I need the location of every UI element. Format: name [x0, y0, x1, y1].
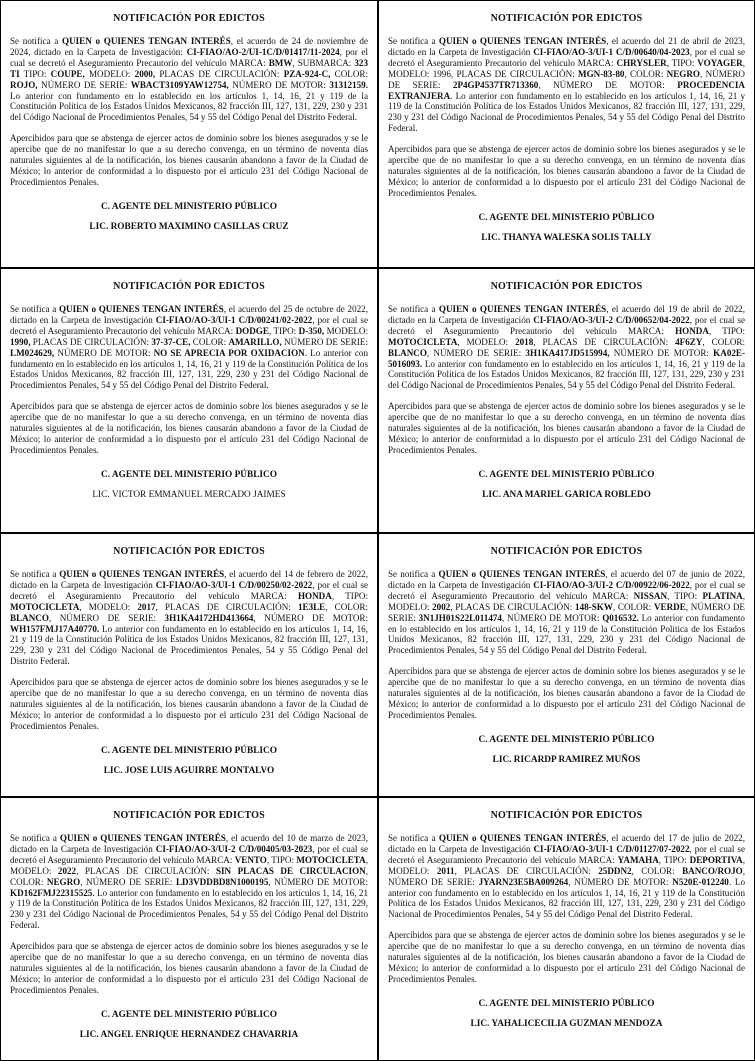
emphasized-text: 31312159. — [329, 79, 368, 90]
emphasized-text: MOTOCICLETA — [296, 854, 366, 865]
notice-warning: Apercibidos para que se abstenga de ejercer actos de dominio sobre los bienes asegurados y se le apercibe que de no manifestar lo que a su derecho convenga, en un término de noventa días naturales siguientes al de la notificación, los bienes causarán abandono a favor de la Ciudad de México; lo anterior de conformidad a lo dispuesto por el artículo 231 del Código Nacional de Procedimientos Penales. — [388, 144, 745, 198]
body-text: MODELO: — [324, 325, 369, 336]
emphasized-text: VENTO — [234, 854, 267, 865]
notice-title: NOTIFICACIÓN POR EDICTOS — [490, 281, 643, 292]
emphasized-text: 2018 — [515, 336, 534, 347]
notice-warning: Apercibidos para que se abstenga de ejercer actos de dominio sobre los bienes asegurados y se le apercibe que de no manifestar lo que a su derecho convenga, en un término de noventa días naturales siguientes al de la notificación, los bienes causarán abandono a favor de la Ciudad de México; lo anterior de conformidad a lo dispuesto por el artículo 231 del Código Nacional de Procedimientos Penales. — [10, 401, 368, 455]
emphasized-text: CI-FIAO/AO-3/UI-2 C/D/00652/04-2022 — [533, 314, 690, 325]
notice-title: NOTIFICACIÓN POR EDICTOS — [490, 810, 643, 821]
notice-warning: Apercibidos para que se abstenga de ejercer actos de dominio sobre los bienes asegurados y se le apercibe que de no manifestar lo que a su derecho convenga, en un término de noventa días naturales siguientes al de la notificación, los bienes causarán abandono a favor de la Ciudad de México; lo anterior de conformidad a lo dispuesto por el artículo 231 del Código Nacional de Procedimientos Penales. — [10, 941, 368, 995]
emphasized-text: 2011 — [436, 865, 455, 876]
body-text: Se notifica a — [388, 304, 439, 314]
notice-2 — [378, 0, 755, 268]
notice-1 — [0, 0, 378, 268]
emphasized-text: KA02E-5016093. — [388, 347, 745, 369]
notice-body — [388, 304, 745, 391]
body-text: , NÚMERO DE MOTOR: — [568, 876, 673, 887]
notice-title: NOTIFICACIÓN POR EDICTOS — [113, 810, 265, 821]
emphasized-text: CI-FIAO/AO-3/UI-1 C/D/01127/07-2022 — [533, 843, 690, 854]
agent-title: C. AGENTE DEL MINISTERIO PÚBLICO — [478, 212, 655, 223]
body-text: TIPO: — [19, 68, 51, 79]
emphasized-text: WH157FMJ17A40770. — [10, 623, 100, 634]
agent-title: C. AGENTE DEL MINISTERIO PÚBLICO — [478, 734, 655, 745]
body-text: , por el cual se decretó el Aseguramiento Precautorio del vehículo MARCA: — [10, 579, 368, 601]
notice-warning: Apercibidos para que se abstenga de ejercer actos de dominio sobre los bienes asegurados y se le apercibe que de no manifestar lo que a su derecho convenga, en un término de noventa días naturales siguientes al de la notificación, los bienes causarán abandono a favor de la Ciudad de México; lo anterior de conformidad a lo dispuesto por el artículo 231 del Código Nacional de Procedimientos Penales. — [10, 677, 368, 731]
emphasized-text: QUIEN o QUIENES TENGAN INTERÉS — [438, 304, 607, 314]
body-text: , PLACAS DE CIRCULACIÓN: — [155, 601, 298, 612]
body-text: Lo anterior con fundamento en lo establecido en los artículos 1, 14, 16, 21 y 119 de la Constitución Política de los Estados Unidos Mexicanos, 82 fracción III, 127, 131, 229, 230 y 231 del Código Nacional de Procedimientos Penales, 54 y 55 Código Penal del Distrito Federal. — [10, 623, 368, 667]
emphasized-text: LM024629, — [10, 347, 55, 358]
body-text: Lo anterior con fundamento en lo establecido en los artículos 1, 14, 16, 21 y 119 de la Constitución Política de los Estados Unidos Mexicanos, 82 fracción III, 127, 131, 229, 230 y 231 del Código Nacional de Procedimientos Penales, 54 y 55 del Código Penal del Distrito Federal. — [10, 90, 368, 123]
emphasized-text: 2002 — [432, 601, 451, 612]
body-text: , TIPO: — [667, 590, 703, 601]
emphasized-text: 37-37-CE, — [151, 336, 191, 347]
body-text: , TIPO: — [666, 57, 698, 68]
body-text: , NÚMERO DE MOTOR: — [538, 79, 678, 90]
notice-body — [10, 304, 368, 391]
body-text: , por el cual se decretó el Aseguramiento Precautorio del vehículo MARCA: — [388, 314, 745, 336]
agent-title: C. AGENTE DEL MINISTERIO PÚBLICO — [478, 469, 655, 480]
emphasized-text: KD162FMJ22315525 — [10, 887, 93, 898]
notice-warning: Apercibidos para que se abstenga de ejercer actos de dominio sobre los bienes asegurados y se le apercibe que de no manifestar lo que a su derecho convenga, en un término de noventa días naturales siguientes al de la notificación, los bienes causarán abandono a favor de la Ciudad de México; lo anterior de conformidad a lo dispuesto por el artículo 231 del Código Nacional de Procedimientos Penales. — [10, 133, 368, 187]
body-text: Lo anterior con fundamento en lo establecido en los artículos 1, 14, 16, 21 y 119 de la Constitución Política de los Estados Unidos Mexicanos, 82 fracción III, 127, 131, 229, 230 y 231 del Código Nacional de Procedimientos Penales, 54 y 55 del Código Penal del Distrito Federal. — [388, 358, 745, 391]
notice-body — [388, 36, 745, 134]
body-text: Se notifica a — [10, 569, 60, 579]
emphasized-text: QUIEN o QUIENES TENGAN INTERÉS — [59, 569, 225, 579]
body-text: , TIPO: — [708, 325, 745, 336]
emphasized-text: CI-FIAO/AO-2/UI-1C/D/01417/11-2024 — [186, 46, 340, 57]
emphasized-text: BMW — [268, 57, 293, 68]
body-text: , MODELO: — [79, 601, 138, 612]
signatory-name: LIC. YAHALICECILIA GUZMAN MENDOZA — [470, 1018, 663, 1029]
emphasized-text: DEPORTIVA — [689, 854, 743, 865]
notice-title: NOTIFICACIÓN POR EDICTOS — [113, 546, 265, 557]
emphasized-text: 4F6ZY — [675, 336, 703, 347]
body-text: NÚMERO DE SERIE: — [281, 336, 368, 347]
body-text: , por el cual se decretó el Aseguramiento Precautorio del vehículo MARCA: — [388, 843, 745, 865]
body-text: PLACAS DE CIRCULACIÓN: — [30, 336, 152, 347]
notice-title: NOTIFICACIÓN POR EDICTOS — [490, 546, 643, 557]
emphasized-text: CI-FIAO/AO-3/UI-1 C/D/00250/02-2022 — [155, 579, 313, 590]
emphasized-text: 3N1JH01S22L011474 — [418, 612, 502, 623]
emphasized-text: QUIEN o QUIENES TENGAN INTERÉS — [62, 36, 231, 46]
emphasized-text: 323 TI — [10, 57, 369, 79]
body-text: , COLOR: — [612, 601, 654, 612]
emphasized-text: 2022 — [57, 865, 77, 876]
notice-body — [388, 569, 745, 656]
body-text: , el acuerdo del 25 de octubre de 2022, dictado en la Carpeta de Investigación — [10, 304, 368, 325]
emphasized-text: VOYAGER — [697, 57, 743, 68]
emphasized-text: SIN PLACAS DE CIRCULACION — [215, 865, 366, 876]
emphasized-text: YAMAHA — [617, 854, 659, 865]
body-text: , por el cual se decretó el Aseguramiento Precautorio del vehículo MARCA: — [388, 579, 745, 601]
emphasized-text: 3H1KA417JD515994, — [525, 347, 610, 358]
body-text: , NÚMERO DE MOTOR: — [501, 612, 603, 623]
emphasized-text: CI-FIAO/AO-3/UI-1 C/D/00241/02-2022 — [155, 314, 313, 325]
signatory-name: LIC. JOSE LUIS AGUIRRE MONTALVO — [103, 765, 275, 776]
body-text: , el acuerdo del 10 de marzo de 2023, dictado en la Carpeta de Investigación — [10, 833, 368, 854]
body-text: , por el cual se decretó el Aseguramiento Precautorio del vehículo MARCA: — [10, 46, 368, 68]
emphasized-text: 1990, — [10, 336, 31, 347]
notice-7 — [0, 797, 378, 1061]
body-text: , MODELO: 1996, PLACAS DE CIRCULACIÓN: — [388, 57, 745, 79]
emphasized-text: 148-SKW — [575, 601, 613, 612]
body-text: , COLOR: — [702, 336, 745, 347]
emphasized-text: CI-FIAO/AO-3/UI-2 C/D/00922/06-2022 — [533, 579, 690, 590]
body-text: , NÚMERO DE MOTOR: — [253, 612, 369, 623]
body-text: , TIPO: — [331, 590, 368, 601]
emphasized-text: N520E-012240 — [672, 876, 729, 887]
body-text: Se notifica a — [388, 36, 439, 46]
body-text: Se notifica a — [10, 833, 60, 843]
body-text: , por el cual se decretó el Aseguramiento Precautorio del vehículo MARCA: — [10, 314, 368, 336]
body-text: , TIPO: — [268, 325, 299, 336]
body-text: , el acuerdo del 07 de junio de 2022, dictado en la Carpeta de Investigación — [388, 569, 745, 590]
emphasized-text: D-350, — [298, 325, 325, 336]
body-text: Se notifica a — [10, 304, 59, 314]
emphasized-text: MOTOCICLETA — [10, 601, 80, 612]
signatory-name: LIC. ANGEL ENRIQUE HERNANDEZ CHAVARRIA — [79, 1029, 299, 1040]
body-text: , MODELO: — [388, 854, 745, 876]
notice-title: NOTIFICACIÓN POR EDICTOS — [113, 13, 265, 24]
body-text: , NÚMERO DE SERIE: — [388, 865, 746, 887]
body-text: , NÚMERO DE SERIE: — [80, 876, 176, 887]
body-text: COLOR: — [190, 336, 229, 347]
notice-body — [10, 569, 368, 667]
notice-title: NOTIFICACIÓN POR EDICTOS — [113, 281, 265, 292]
body-text: , COLOR: — [624, 68, 667, 79]
signatory-name: LIC. ANA MARIEL GARICA ROBLEDO — [482, 489, 651, 500]
emphasized-text: QUIEN o QUIENES TENGAN INTERÉS — [59, 833, 226, 843]
emphasized-text: BANCO/ROJO — [682, 865, 743, 876]
emphasized-text: NISSAN — [633, 590, 668, 601]
signatory-name: LIC. THANYA WALESKA SOLIS TALLY — [481, 232, 652, 243]
body-text: , COLOR: — [10, 865, 369, 887]
body-text: MODELO: — [84, 68, 135, 79]
emphasized-text: CI-FIAO/AO-3/UI-1 C/D/00640/04-2023 — [533, 46, 690, 57]
body-text: , COLOR: — [631, 865, 683, 876]
agent-title: C. AGENTE DEL MINISTERIO PÚBLICO — [101, 201, 277, 212]
notice-warning: Apercibidos para que se abstenga de ejercer actos de dominio sobre los bienes asegurados y se le apercibe que de no manifestar lo que a su derecho convenga, en un término de noventa días naturales siguientes al de la notificación, los bienes causarán abandono a favor de la Ciudad de México; lo anterior de conformidad a lo dispuesto por el artículo 231 del Código Nacional de Procedimientos Penales. — [388, 930, 745, 984]
body-text: , NÚMERO DE SERIE: — [388, 601, 745, 623]
signatory-name: LIC. ROBERTO MAXIMINO CASILLAS CRUZ — [89, 221, 289, 232]
emphasized-text: LD3VDDBD8N1000195 — [175, 876, 269, 887]
emphasized-text: 3H1KA4172HD413664 — [164, 612, 254, 623]
body-text: , MODELO: — [457, 336, 516, 347]
body-text: Se notifica a — [10, 36, 62, 46]
notice-warning: Apercibidos para que se abstenga de ejercer actos de dominio sobre los bienes asegurados y se le apercibe que de no manifestar lo que a su derecho convenga, en un término de noventa días naturales siguientes al de la notificación, los bienes causarán abandono a favor de la Ciudad de México; lo anterior de conformidad a lo dispuesto por el artículo 231 del Código Nacional de Procedimientos Penales. — [388, 666, 745, 720]
body-text: NÚMERO DE SERIE: — [37, 79, 131, 90]
emphasized-text: ROJO, — [10, 79, 38, 90]
body-text: , SUBMARCA: — [292, 57, 355, 68]
emphasized-text: 2000, — [134, 68, 156, 79]
emphasized-text: WBACT3109YAW12754, — [130, 79, 229, 90]
agent-title: C. AGENTE DEL MINISTERIO PÚBLICO — [101, 745, 277, 756]
emphasized-text: 2017 — [137, 601, 156, 612]
body-text: , el acuerdo del 19 de abril de 2022, dictado en la Carpeta de Investigación — [388, 304, 745, 325]
emphasized-text: COUPE, — [50, 68, 85, 79]
notice-5 — [0, 533, 378, 797]
body-text: NÚMERO DE MOTOR: — [609, 347, 714, 358]
emphasized-text: MOTOCICLETA — [388, 336, 458, 347]
emphasized-text: QUIEN o QUIENES TENGAN INTERÉS — [438, 569, 606, 579]
emphasized-text: HONDA — [675, 325, 709, 336]
body-text: . Lo anterior con fundamento en lo establecido en los artículos 1, 14, 16, 21 y 119 de la Constitución Política de los Estados Unidos Mexicanos, 82 fracción III, 127, 131, 229, 230 y 231 del Código Nacional de Procedimientos Penales, 54 y 55 del Código Penal del Distrito Federal. — [388, 876, 745, 920]
notice-body — [388, 833, 745, 920]
body-text: , NÚMERO DE MOTOR: — [268, 876, 368, 887]
body-text: Se notifica a — [388, 569, 439, 579]
notice-4 — [378, 268, 755, 533]
emphasized-text: NEGRO — [666, 68, 701, 79]
body-text: , NÚMERO DE SERIE: — [388, 68, 745, 90]
notice-3 — [0, 268, 378, 533]
body-text: , el acuerdo del 21 de abril de 2023, dictado en la Carpeta de Investigación — [388, 36, 745, 57]
body-text: . Lo anterior con fundamento en lo establecido en los artículos 1, 14, 16, 21 y 119 de la Constitución Política de los Estados Unidos Mexicanos, 82 fracción III, 127, 131, 229, 230 y 231 del Código Nacional de Procedimientos Penales, 54 y 55 del Código Penal del Distrito Federal. — [10, 347, 368, 391]
agent-title: C. AGENTE DEL MINISTERIO PÚBLICO — [101, 469, 277, 480]
emphasized-text: NEGRO — [46, 876, 81, 887]
notice-title: NOTIFICACIÓN POR EDICTOS — [490, 13, 643, 24]
body-text: PLACAS DE CIRCULACIÓN: — [155, 68, 284, 79]
body-text: , el acuerdo del 14 de febrero de 2022, dictado en la Carpeta de Investigación — [10, 569, 368, 590]
body-text: Se notifica a — [388, 833, 439, 843]
emphasized-text: JYARN23E5BA009264 — [478, 876, 569, 887]
body-text: . Lo anterior con fundamento en lo establecido en los artículos 1, 14, 16, 21 y 119 de la Constitución Política de los Estados Unidos Mexicanos, 82 fracción III, 127, 131, 229, 230 y 231 del Código Nacional de Procedimientos Penales, 54 y 55 del Código Penal del Distrito Federal. — [388, 90, 745, 134]
emphasized-text: MGN-83-80 — [577, 68, 625, 79]
emphasized-text: HONDA — [297, 590, 332, 601]
body-text: , TIPO: — [266, 854, 297, 865]
notice-6 — [378, 533, 755, 797]
emphasized-text: VERDE — [653, 601, 686, 612]
emphasized-text: CHRYSLER — [616, 57, 667, 68]
emphasized-text: QUIEN o QUIENES TENGAN INTERÉS — [438, 833, 607, 843]
emphasized-text: PROCEDENCIA EXTRANJERA — [388, 79, 745, 101]
body-text: , PLACAS DE CIRCULACIÓN: — [76, 865, 216, 876]
signatory-name: LIC. RICARDP RAMIREZ MUÑOS — [492, 754, 641, 765]
body-text: NÚMERO DE MOTOR: — [54, 347, 154, 358]
body-text: , MODELO: — [388, 590, 745, 612]
body-text: Lo anterior con fundamento en lo establecido en los artículos 1, 14, 16, 21 y 119 de la Constitución Política de los Estados Unidos Mexicanos, 82 fracción III, 127, 131, 229, 230 y 231 del Código Nacional de Procedimientos Penales, 54 y 55 del Código Penal del Distrito Federal. — [388, 612, 745, 656]
body-text: NÚMERO DE MOTOR: — [228, 79, 330, 90]
emphasized-text: NO SE APRECIA POR OXIDACION — [153, 347, 305, 358]
notice-body — [10, 833, 368, 931]
body-text: , NÚMERO DE SERIE: — [426, 347, 526, 358]
emphasized-text: PZA-924-C, — [283, 68, 331, 79]
emphasized-text: Q016532. — [602, 612, 639, 623]
body-text: , NÚMERO DE SERIE: — [48, 612, 165, 623]
agent-title: C. AGENTE DEL MINISTERIO PÚBLICO — [101, 1009, 277, 1020]
body-text: , PLACAS DE CIRCULACIÓN: — [450, 601, 576, 612]
notice-8 — [378, 797, 755, 1061]
emphasized-text: DODGE — [235, 325, 269, 336]
emphasized-text: QUIEN o QUIENES TENGAN INTERÉS — [58, 304, 224, 314]
emphasized-text: AMARILLO, — [228, 336, 282, 347]
body-text: , por el cual se decretó el Aseguramiento Precautorio del vehículo MARCA: — [10, 843, 368, 865]
body-text: , el acuerdo de 24 de noviembre de 2024, dictado en la Carpeta de Investigación: — [10, 36, 368, 57]
emphasized-text: BLANCO — [388, 347, 427, 358]
signatory-name: LIC. VICTOR EMMANUEL MERCADO JAIMES — [92, 489, 286, 500]
emphasized-text: 25DDN2 — [598, 865, 632, 876]
notice-warning: Apercibidos para que se abstenga de ejercer actos de dominio sobre los bienes asegurados y se le apercibe que de no manifestar lo que a su derecho convenga, en un término de noventa días naturales siguientes al de la notificación, los bienes causarán abandono a favor de la Ciudad de México; lo anterior de conformidad a lo dispuesto por el artículo 231 del Código Nacional de Procedimientos Penales. — [388, 401, 745, 455]
body-text: , MODELO: — [10, 854, 369, 876]
emphasized-text: BLANCO — [10, 612, 49, 623]
body-text: COLOR: — [330, 68, 368, 79]
emphasized-text: PLATINA — [702, 590, 743, 601]
body-text: , por el cual se decretó el Aseguramiento Precautorio del vehículo MARCA: — [388, 46, 745, 68]
emphasized-text: 1E3LE — [297, 601, 326, 612]
notice-body — [10, 36, 368, 123]
emphasized-text: 2P4GP4537TR713360 — [452, 79, 539, 90]
agent-title: C. AGENTE DEL MINISTERIO PÚBLICO — [478, 998, 655, 1009]
body-text: , PLACAS DE CIRCULACIÓN: — [533, 336, 676, 347]
body-text: , el acuerdo del 17 de julio de 2022, dictado en la Carpeta de Investigación — [388, 833, 745, 854]
body-text: , PLACAS DE CIRCULACIÓN: — [454, 865, 599, 876]
body-text: , TIPO: — [658, 854, 690, 865]
emphasized-text: QUIEN o QUIENES TENGAN INTERÉS — [438, 36, 607, 46]
emphasized-text: CI-FIAO/AO-3/UI-2 C/D/00405/03-2023 — [155, 843, 313, 854]
body-text: . Lo anterior con fundamento en lo establecido en los artículos 1, 14, 16, 21 y 119 de la Constitución Política de los Estados Unidos Mexicanos, 82 fracción III, 127, 131, 229, 230 y 231 del Código Nacional de Procedimientos Penales, 54 y 55 del Código Penal del Distrito Federal. — [10, 887, 368, 931]
body-text: , COLOR: — [325, 601, 368, 612]
